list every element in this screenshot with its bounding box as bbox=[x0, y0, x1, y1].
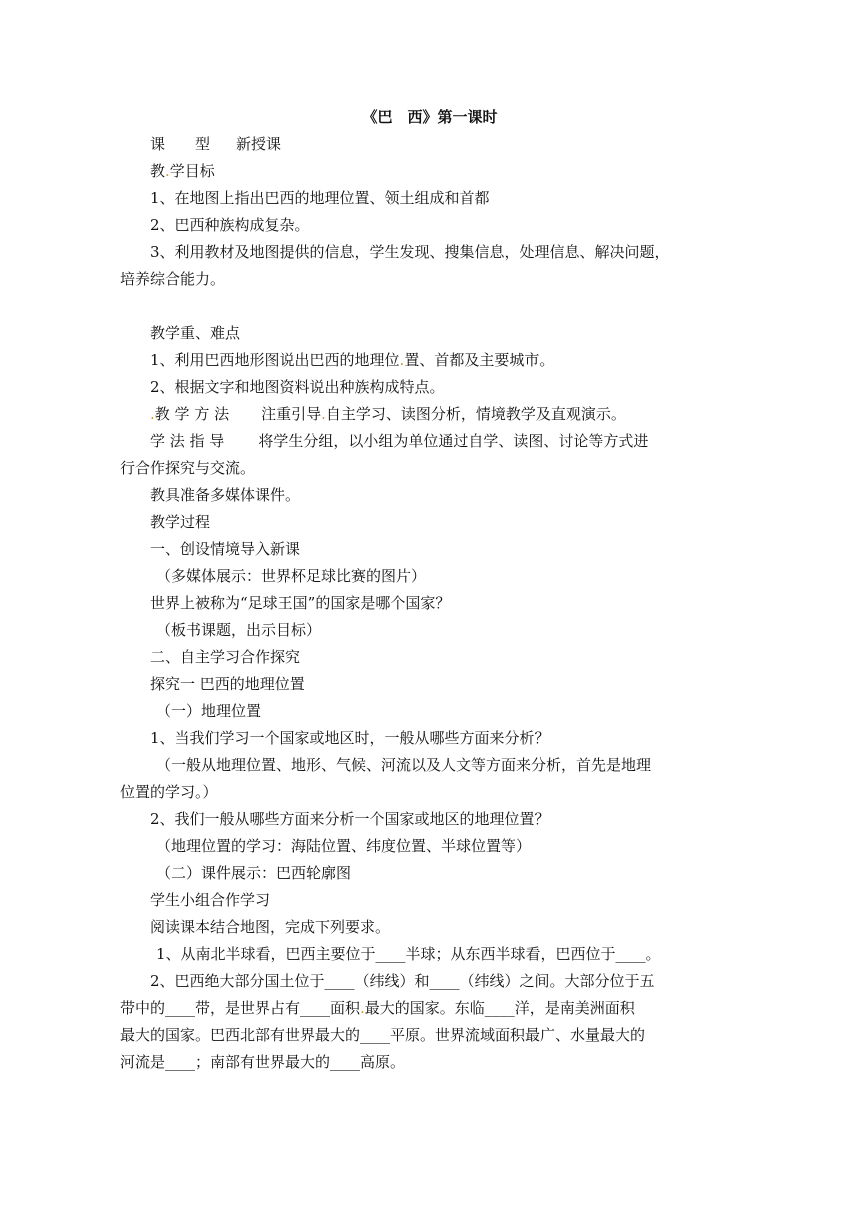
dot-mark: . bbox=[399, 351, 405, 369]
process-text: （一）地理位置 bbox=[156, 702, 262, 720]
question-line: 1、当我们学习一个国家或地区时，一般从哪些方面来分析？ bbox=[150, 729, 550, 747]
process-text: （板书课题，出示目标） bbox=[156, 621, 322, 639]
method-label: 教 学 方 法 bbox=[154, 405, 230, 423]
method-line: .教 学 方 法 注重引导.自主学习、读图分析，情境教学及直观演示。 bbox=[150, 405, 626, 423]
dot-mark: . bbox=[360, 999, 365, 1017]
dot-mark: . bbox=[321, 405, 326, 423]
objective-item: 2、巴西种族构成复杂。 bbox=[150, 216, 310, 234]
dot-mark: . bbox=[165, 162, 170, 180]
process-text: （二）课件展示：巴西轮廓图 bbox=[156, 864, 352, 882]
key-point-item: 2、根据文字和地图资料说出种族构成特点。 bbox=[150, 378, 445, 396]
exercise-line-continued: 最大的国家。巴西北部有世界最大的____平原。世界流域面积最广、水量最大的 bbox=[120, 1026, 646, 1044]
key-point-item: 1、利用巴西地形图说出巴西的地理位.置、首都及主要城市。 bbox=[150, 351, 555, 369]
exercise-line: 2、巴西绝大部分国土位于____（纬线）和____（纬线）之间。大部分位于五 bbox=[150, 972, 655, 990]
dot-mark: . bbox=[150, 405, 155, 423]
exercise-line-continued: 河流是____；南部有世界最大的____高原。 bbox=[120, 1053, 406, 1071]
answer-line: （地理位置的学习：海陆位置、纬度位置、半球位置等） bbox=[156, 837, 532, 855]
process-text: 探究一 巴西的地理位置 bbox=[150, 675, 305, 693]
study-label: 学 法 指 导 bbox=[150, 432, 225, 450]
exercise-line: 1、从南北半球看，巴西主要位于____半球；从东西半球看，巴西位于____。 bbox=[156, 945, 661, 963]
objective-item-continued: 培养综合能力。 bbox=[120, 270, 226, 288]
process-text: 学生小组合作学习 bbox=[150, 891, 271, 909]
blank-line bbox=[120, 293, 740, 320]
study-line: 学 法 指 导 将学生分组，以小组为单位通过自学、读图、讨论等方式进 bbox=[150, 432, 649, 450]
study-line-continued: 行合作探究与交流。 bbox=[120, 459, 256, 477]
objective-item: 1、在地图上指出巴西的地理位置、领土组成和首都 bbox=[150, 189, 490, 207]
section-heading: 一、创设情境导入新课 bbox=[150, 540, 301, 558]
exercise-line-continued: 带中的____带，是世界占有____面积.最大的国家。东临____洋，是南美洲面积 bbox=[120, 999, 635, 1017]
objectives-heading: 教.学目标 bbox=[150, 162, 215, 180]
process-text: 世界上被称为“足球王国”的国家是哪个国家？ bbox=[150, 594, 451, 612]
lesson-type-line bbox=[120, 131, 740, 158]
tools-line: 教具准备多媒体课件。 bbox=[150, 486, 301, 504]
section-heading: 二、自主学习合作探究 bbox=[150, 648, 301, 666]
process-text: 阅读课本结合地图，完成下列要求。 bbox=[150, 918, 391, 936]
answer-line: （一般从地理位置、地形、气候、河流以及人文等方面来分析，首先是地理 bbox=[156, 756, 652, 774]
document-title: 《巴 西》第一课时 bbox=[362, 108, 498, 126]
lesson-type-value: 新授课 bbox=[236, 135, 282, 153]
process-heading: 教学过程 bbox=[150, 513, 211, 531]
question-line: 2、我们一般从哪些方面来分析一个国家或地区的地理位置？ bbox=[150, 810, 550, 828]
objective-item: 3、利用教材及地图提供的信息，学生发现、搜集信息，处理信息、解决问题， bbox=[150, 243, 670, 261]
key-points-heading: 教学重、难点 bbox=[150, 324, 241, 342]
document-body bbox=[120, 131, 740, 1076]
answer-line-continued: 位置的学习。） bbox=[120, 783, 218, 801]
lesson-type-label: 课 型 bbox=[150, 135, 211, 153]
process-text: （多媒体展示：世界杯足球比赛的图片） bbox=[156, 567, 427, 585]
